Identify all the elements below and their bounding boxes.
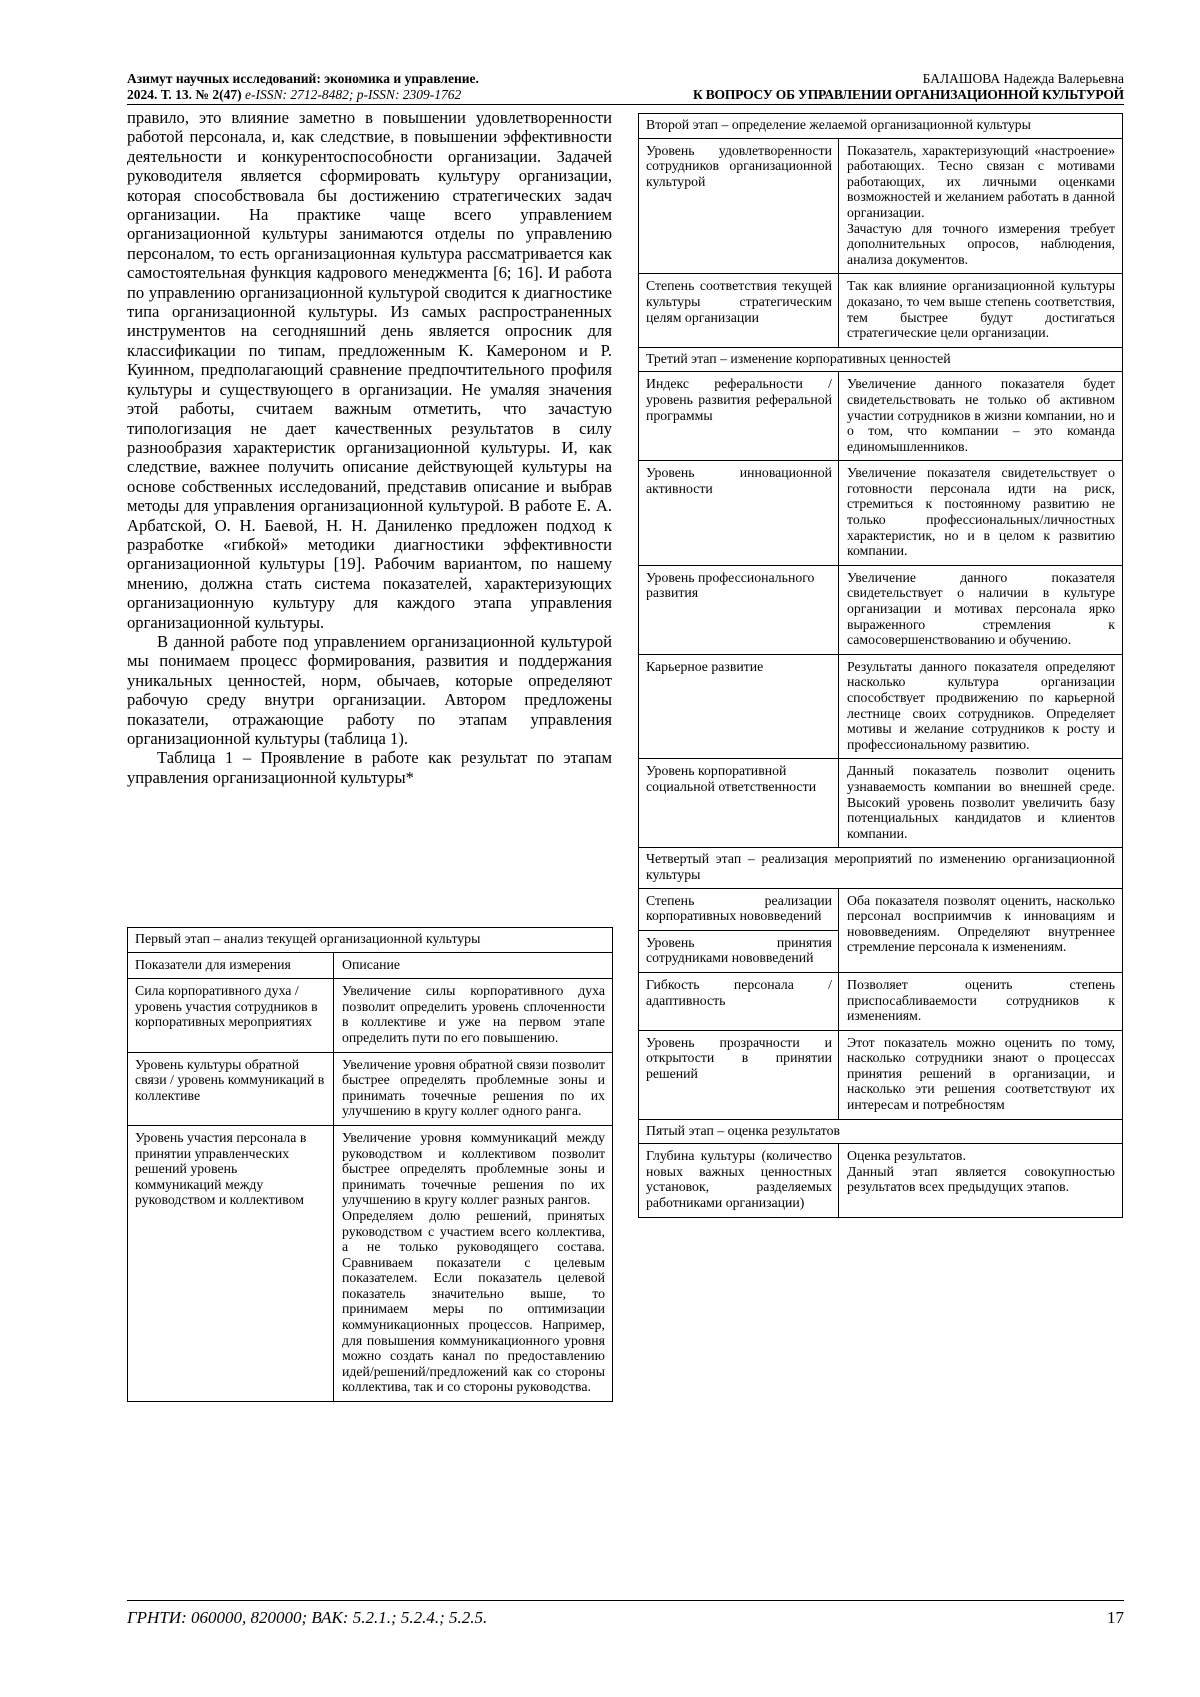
description-cell: Увеличение силы корпоративного духа позволит определить уровень сплоченности в коллективе и уже на первом этапе определить пути по его повышению. <box>342 983 605 1045</box>
description-cell: Данный показатель позволит оценить узнаваемость компании во внешней среде. Высокий уровень позволит увеличить базу потенциальных кандидатов и клиентов компании. <box>847 763 1115 841</box>
article-title: К ВОПРОСУ ОБ УПРАВЛЕНИИ ОРГАНИЗАЦИОННОЙ КУЛЬТУРОЙ <box>692 87 1124 102</box>
description-text: Данный этап является совокупностью результатов всех предыдущих этапов. <box>847 1163 1115 1195</box>
description-cell <box>839 1144 1122 1216</box>
description-cell: Этот показатель можно оценить по тому, насколько сотрудники знают о процессах принятия решений в организации, и насколько эти решения соответствуют их интересам и потребностям <box>847 1034 1115 1113</box>
table-row <box>639 759 1122 848</box>
description-cell: Увеличение данного показателя будет свидетельствовать не только об активном участии сотрудников в жизни компании, но и о том, что компании – это команда единомышленников. <box>847 376 1115 454</box>
indicator-cell: Уровень профессионального развития <box>639 566 839 654</box>
table-row <box>128 1053 612 1126</box>
stage-1-header: Первый этап – анализ текущей организационной культуры <box>128 928 612 953</box>
column-header-description: Описание <box>342 956 401 972</box>
indicator-cell: Гибкость персонала / адаптивность <box>639 973 839 1030</box>
journal-issn: e-ISSN: 2712-8482; p-ISSN: 2309-1762 <box>244 87 462 102</box>
indicator-stack <box>639 889 839 972</box>
description-text: Определяем долю решений, принятых руководством с участием всего коллектива, а не только руководящего состава. Сравниваем показатели с целевым показателем. Если показатель целевой показатель значительно выше, то принимаем меры по оптимизации коммуникационных процессов. Например, для повышения коммуникационного уровня можно создать канал по предоставлению идей/решений/предложений как со стороны коллектива, так и со стороны руководства. <box>342 1207 605 1395</box>
description-cell: Увеличение данного показателя свидетельствует о наличии в культуре организации и мотивах персонала ярко выраженного стремления к самосовершенствованию и обучению. <box>847 569 1115 648</box>
stage-4-header: Четвертый этап – реализация мероприятий по изменению организационной культуры <box>639 848 1122 888</box>
footer-classification: ГРНТИ: 060000, 820000; ВАК: 5.2.1.; 5.2.4.; 5.2.5. <box>127 1608 488 1627</box>
indicator-cell: Индекс реферальности / уровень развития реферальной программы <box>639 372 839 460</box>
table-column-headers <box>128 953 612 980</box>
description-cell: Увеличение показателя свидетельствует о готовности персонала идти на риск, стремиться к постоянному развитию не только профессиональных/личностных характеристик, но и в целом к развитию компании. <box>847 465 1115 559</box>
table-row <box>639 566 1122 655</box>
header-divider <box>127 104 1124 105</box>
journal-issue-line <box>127 87 587 103</box>
table-row-group <box>639 889 1122 973</box>
indicator-cell: Сила корпоративного духа / уровень участия сотрудников в корпоративных мероприятиях <box>128 979 334 1051</box>
table-row <box>639 274 1122 347</box>
table-row <box>128 1126 612 1401</box>
description-cell: Результаты данного показателя определяют насколько культура организации способствует продвижению по карьерной лестнице своих сотрудников. Определяет мотивы и желание сотрудников к росту и профессиональному развитию. <box>847 658 1115 752</box>
indicator-cell: Уровень инновационной активности <box>639 461 839 565</box>
stage-2-header: Второй этап – определение желаемой организационной культуры <box>639 114 1122 139</box>
body-text-column <box>127 108 612 787</box>
indicator-cell: Уровень прозрачности и открытости в принятии решений <box>639 1031 839 1119</box>
table-row <box>639 139 1122 275</box>
indicator-cell: Уровень удовлетворенности сотрудников организационной культурой <box>639 139 839 274</box>
indicator-cell: Уровень корпоративной социальной ответственности <box>639 759 839 847</box>
description-cell <box>334 1126 612 1401</box>
journal-name: Азимут научных исследований: экономика и управление. <box>127 71 479 86</box>
table-row <box>639 1144 1122 1216</box>
author-name: БАЛАШОВА Надежда Валерьевна <box>922 71 1124 86</box>
description-cell <box>839 139 1122 274</box>
table-row <box>639 655 1122 760</box>
table-1-part-1 <box>127 927 613 1402</box>
indicator-cell: Глубина культуры (количество новых важных ценностных установок, разделяемых работниками организации) <box>639 1144 839 1216</box>
description-cell: Оба показателя позволят оценить, насколько персонал восприимчив к инновациям и нововведениям. Определяют внутреннее стремление персонала к изменениям. <box>847 892 1115 955</box>
indicator-cell: Уровень культуры обратной связи / уровень коммуникаций в коллективе <box>128 1053 334 1125</box>
stage-5-header: Пятый этап – оценка результатов <box>639 1120 1122 1145</box>
description-text: Оценка результатов. <box>847 1148 966 1164</box>
description-text: Показатель, характеризующий «настроение» работающих. Тесно связан с мотивами работающих, их личными оценками возможностей и желанием работать в данной организации. <box>847 142 1115 220</box>
indicator-cell: Степень реализации корпоративных нововведений <box>646 892 832 924</box>
table-row <box>128 979 612 1052</box>
indicator-cell: Уровень участия персонала в принятии управленческих решений уровень коммуникаций между руководством и коллективом <box>128 1126 334 1401</box>
description-cell: Так как влияние организационной культуры доказано, то чем выше степень соответствия, тем быстрее будут достигаться стратегические цели организации. <box>847 278 1115 341</box>
table-1-part-2 <box>638 113 1123 1218</box>
table-row <box>639 973 1122 1031</box>
column-header-indicators: Показатели для измерения <box>128 953 334 979</box>
stage-3-header: Третий этап – изменение корпоративных ценностей <box>639 348 1122 373</box>
table-row <box>639 461 1122 566</box>
header-article-info <box>564 71 1124 103</box>
indicator-cell: Уровень принятия сотрудниками нововведений <box>639 930 838 972</box>
table-row <box>639 372 1122 461</box>
table-caption: Таблица 1 – Проявление в работе как результат по этапам управления организационной культуры* <box>127 748 612 787</box>
footer-divider <box>127 1600 1124 1601</box>
page-number: 17 <box>1107 1608 1124 1627</box>
table-row <box>639 1031 1122 1120</box>
description-text: Увеличение уровня коммуникаций между руководством и коллективом позволит быстрее определять проблемные зоны и принимать точечные решения по их улучшению в кругу коллег разных рангов. <box>342 1129 605 1208</box>
header-journal-info <box>127 71 587 103</box>
body-paragraph-1: правило, это влияние заметно в повышении удовлетворенности работой персонала, и, как следствие, в повышении эффективности деятельности и конкурентоспособности организации. Задачей руководителя является сформировать культуру организации, которая способствовала бы достижению стратегических задач организации. На практике чаще всего управлением организационной культуры занимаются отделы по управлению персоналом, то есть организационная культура рассматривается как самостоятельная функция кадрового менеджмента [6; 16]. И работа по управлению организационной культурой сводится к диагностике типа организационной культуры. Из самых распространенных инструментов на сегодняшний день является опросник для классификации по типам, предложенным К. Камероном и Р. Куинном, предполагающий сравнение предпочтительного профиля культуры и существующего в организации. Не умаляя значения этой работы, считаем важным отметить, что зачастую типологизация не дает качественных результатов в силу разнообразия характеристик организационной культуры. И, как следствие, важнее получить описание действующей культуры на основе собственных исследований, представив описание и выбрав методы для управления организационной культурой. В работе Е. А. Арбатской, О. Н. Баевой, Н. Н. Даниленко предложен подход к разработке «гибкой» методики диагностики эффективности организационной культуры [19]. Рабочим вариантом, по нашему мнению, должна стать система показателей, характеризующих организационную культуру для каждого этапа управления организационной культуры. <box>127 108 612 632</box>
indicator-cell: Степень соответствия текущей культуры стратегическим целям организации <box>639 274 839 346</box>
indicator-cell: Карьерное развитие <box>639 655 839 759</box>
description-text: Зачастую для точного измерения требует дополнительных опросов, наблюдения, анализа документов. <box>847 220 1115 267</box>
description-cell: Увеличение уровня обратной связи позволит быстрее определять проблемные зоны и принимать точечные решения по их улучшению в кругу коллег одного ранга. <box>342 1056 605 1119</box>
journal-issue: 2024. Т. 13. № 2(47) <box>127 87 242 102</box>
body-paragraph-2: В данной работе под управлением организационной культурой мы понимаем процесс формирования, развития и поддержания уникальных ценностей, норм, обычаев, которые определяют рабочую среду внутри организации. Автором предложены показатели, отражающие работу по этапам управления организационной культуры (таблица 1). <box>127 631 612 748</box>
description-cell: Позволяет оценить степень приспосабливаемости сотрудников к изменениям. <box>847 976 1115 1024</box>
